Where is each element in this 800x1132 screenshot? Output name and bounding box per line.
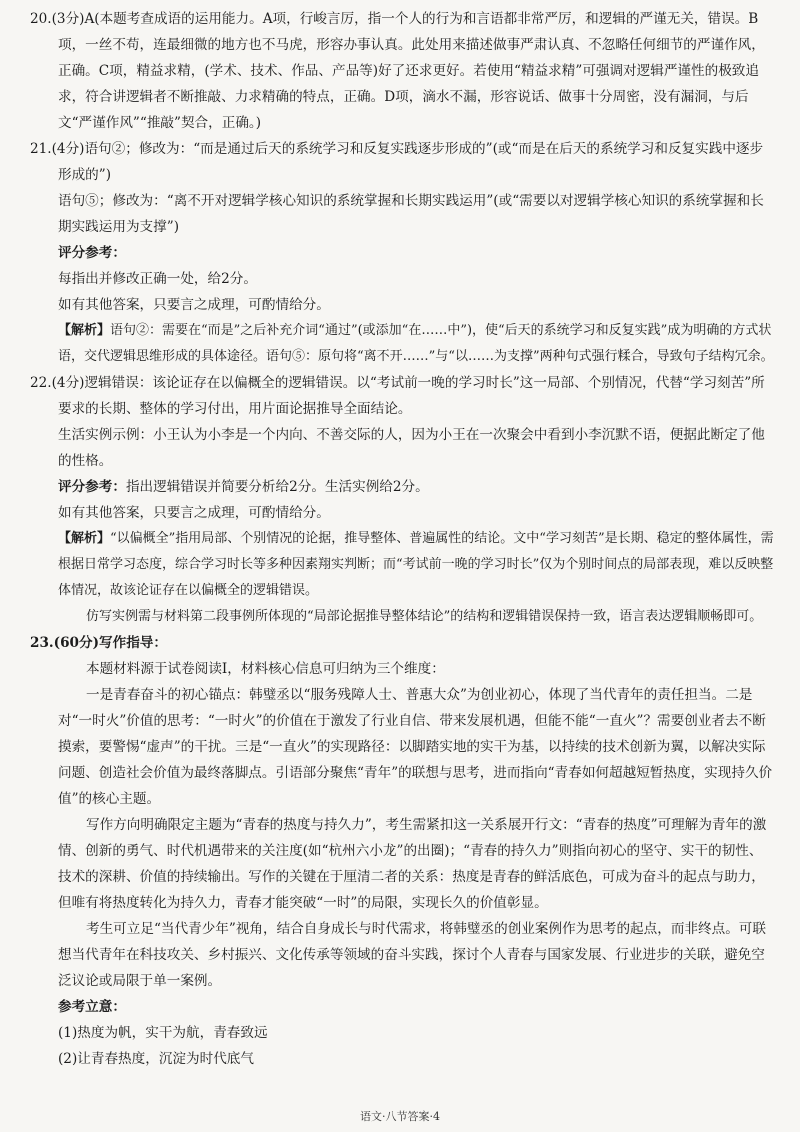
q22-ref-text: 指出逻辑错误并简要分析给2分。生活实例给2分。: [125, 479, 429, 495]
q22-ref-label: 评分参考：: [58, 479, 126, 495]
q21-sentence5: 语句⑤；修改为：“离不开对逻辑学核心知识的系统掌握和长期实践运用”(或“需要以对逻辑学核心知识的系统掌握和长期实践运用为支撑”): [58, 193, 764, 235]
q23-p3: 写作方向明确限定主题为“青春的热度与持久力”，考生需紧扣这一关系展开行文：“青春的热度”可理解为青年的激情、创新的勇气、时代机遇带来的关注度(如“杭州六小龙”的出圈)；“青春的持久力”则指向初心的坚守、实干的韧性、技术的深耕、价值的持续输出。写作的关键在于厘清二者的关系：热度是青春的鲜活底色，可成为奋斗的起点与助力，但唯有将热度转化为持久力，青春才能突破“一时”的局限，实现长久的价值彰显。: [58, 817, 767, 911]
q23-li2: (2)让青春热度，沉淀为时代底气: [58, 1051, 254, 1067]
q21-analysis-text: 语句②：需要在“而是”之后补充介词“通过”(或添加“在……中”)，使“后天的系统学习和反复实践”成为明确的方式状语，交代逻辑思维形成的具体途径。语句⑤：原句将“离不开……”与“以……为支撑”两种句式强行糅合，导致句子结构冗余。: [58, 323, 774, 364]
q22-analysis2: 仿写实例需与材料第二段事例所体现的“局部论据推导整体结论”的结构和逻辑错误保持一致，语言表达逻辑顺畅即可。: [86, 609, 763, 624]
q22-ref2: 如有其他答案，只要言之成理，可酌情给分。: [58, 505, 330, 521]
q22-analysis: [30, 526, 775, 604]
q21-analysis-label: 【解析】: [58, 323, 111, 338]
q22-example: 生活实例示例：小王认为小李是一个内向、不善交际的人，因为小王在一次聚会中看到小李沉默不语，便据此断定了他的性格。: [58, 427, 765, 469]
q23-li1: (1)热度为帆，实干为航，青春致远: [58, 1025, 268, 1041]
answer-page: [30, 6, 775, 1072]
q21-ref2: 如有其他答案，只要言之成理，可酌情给分。: [58, 297, 330, 313]
q23-head: 23.(60分)写作指导：: [30, 635, 167, 651]
q22-ref: [30, 474, 775, 500]
q23-ref-title: 参考立意：: [58, 999, 126, 1015]
q22-analysis-text: “以偏概全”指用局部、个别情况的论据，推导整体、普遍属性的结论。文中“学习刻苦”是长期、稳定的整体属性，需根据日常学习态度，综合学习时长等多种因素翔实判断；而“考试前一晚的学习时长”仅为个别时间点的局部表现，难以反映整体情况，故该论证存在以偏概全的逻辑错误。: [58, 531, 774, 598]
q21-head: 21.(4分)语句②；修改为：“而是通过后天的系统学习和反复实践逐步形成的”(或“而是在后天的系统学习和反复实践中逐步形成的”): [30, 141, 764, 183]
page-footer: 语文·八节答案·4: [360, 1110, 440, 1123]
q23-p4: 考生可立足“当代青少年”视角，结合自身成长与时代需求，将韩璧丞的创业案例作为思考的起点，而非终点。可联想当代青年在科技攻关、乡村振兴、文化传承等领域的奋斗实践，探讨个人青春与国家发展、行业进步的关联，避免空泛议论或局限于单一案例。: [58, 921, 766, 989]
q22-analysis-label: 【解析】: [58, 531, 111, 546]
q21-ref1: 每指出并修改正确一处，给2分。: [58, 271, 257, 287]
q20-answer: 20.(3分)A(本题考查成语的运用能力。A项，行峻言厉，指一个人的行为和言语都非常严厉，和逻辑的严谨无关，错误。B项，一丝不苟，连最细微的地方也不马虎，形容办事认真。此处用来描述做事严肃认真、不忽略任何细节的严谨作风，正确。C项，精益求精，(学术、技术、作品、产品等)好了还求更好。若使用“精益求精”可强调对逻辑严谨性的极致追求，符合讲逻辑者不断推敲、力求精确的特点，正确。D项，滴水不漏，形容说话、做事十分周密，没有漏洞，与后文“严谨作风”“推敲”契合，正确。): [30, 11, 765, 131]
q21-analysis: [30, 318, 775, 370]
q22-head: 22.(4分)逻辑错误：该论证存在以偏概全的逻辑错误。以“考试前一晚的学习时长”这一局部、个别情况，代替“学习刻苦”所要求的长期、整体的学习付出，用片面论据推导全面结论。: [30, 375, 765, 417]
q23-p2: 一是青春奋斗的初心锚点：韩璧丞以“服务残障人士、普惠大众”为创业初心，体现了当代青年的责任担当。二是对“一时火”价值的思考：“一时火”的价值在于激发了行业自信、带来发展机遇，但能不能“一直火”？需要创业者去不断摸索，要警惕“虚声”的干扰。三是“一直火”的实现路径：以脚踏实地的实干为基，以持续的技术创新为翼，以解决实际问题、创造社会价值为最终落脚点。引语部分聚焦“青年”的联想与思考，进而指向“青春如何超越短暂热度，实现持久价值”的核心主题。: [58, 687, 773, 807]
q21-ref-title: 评分参考：: [58, 245, 126, 261]
q23-p1: 本题材料源于试卷阅读Ⅰ，材料核心信息可归纳为三个维度：: [86, 661, 445, 677]
